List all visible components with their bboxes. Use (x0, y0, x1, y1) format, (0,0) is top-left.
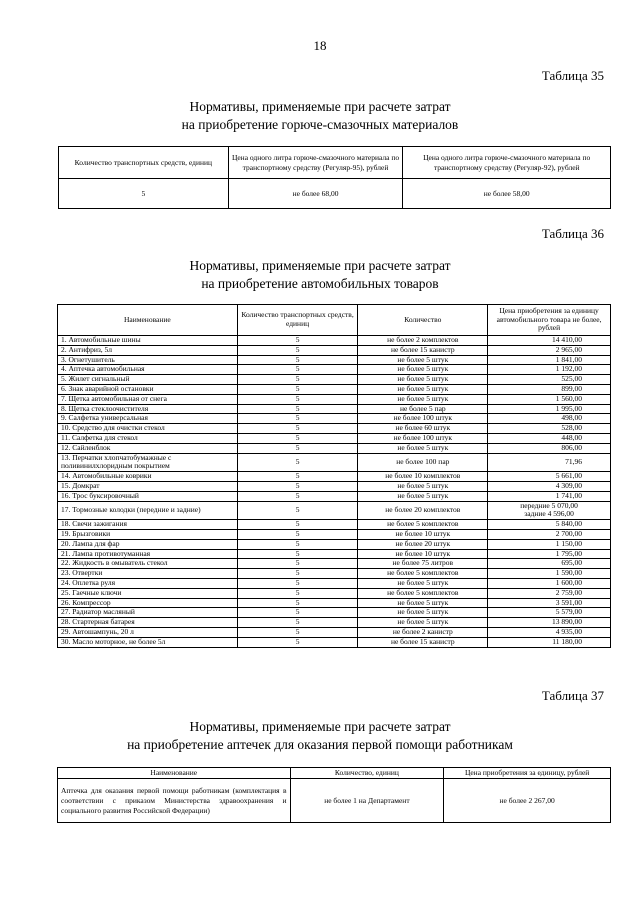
table-36-price-cell: 1 150,00 (488, 539, 611, 549)
table-36-row (58, 588, 611, 598)
table-36-header-cell: Количество транспортных средств, единиц (237, 305, 358, 336)
table-37-cell: не более 1 на Департамент (290, 779, 444, 823)
table-36-row (58, 637, 611, 647)
table-36-cell: 5 (237, 404, 358, 414)
table-36-cell: не более 15 канистр (358, 637, 488, 647)
table-36-cell: 9. Салфетка универсальная (58, 414, 238, 424)
table-36-cell: не более 5 комплектов (358, 520, 488, 530)
table-36-cell: 26. Компрессор (58, 598, 238, 608)
table-36-row (58, 520, 611, 530)
table-36-title-line1: Нормативы, применяемые при расчете затрат (189, 258, 451, 273)
table-36-cell: 5 (237, 443, 358, 453)
table-36-cell: не более 2 канистр (358, 627, 488, 637)
table-36-row (58, 365, 611, 375)
table-36-cell: 5 (237, 394, 358, 404)
table-36-cell: не более 5 штук (358, 365, 488, 375)
table-36-cell: 3. Огнетушитель (58, 355, 238, 365)
table-36-cell: не более 10 штук (358, 529, 488, 539)
table-36-cell: 5 (237, 549, 358, 559)
table-37-title-line1: Нормативы, применяемые при расчете затрат (189, 719, 451, 734)
table-36-title (40, 257, 600, 293)
table-36-row (58, 618, 611, 628)
table-36-row (58, 394, 611, 404)
table-36-cell: 5 (237, 598, 358, 608)
table-36-cell: 7. Щетка автомобильная от снега (58, 394, 238, 404)
table-36-cell: 19. Брызговики (58, 529, 238, 539)
table-36-cell: 5 (237, 539, 358, 549)
table-36-cell: 5 (237, 588, 358, 598)
table-36-cell: 5 (237, 336, 358, 346)
table-36-cell: 5 (237, 627, 358, 637)
table-36-cell: 14. Автомобильные коврики (58, 472, 238, 482)
table-36-row (58, 539, 611, 549)
table-36-cell: не более 2 комплектов (358, 336, 488, 346)
table-36-row (58, 491, 611, 501)
table-36-cell: 17. Тормозные колодки (передние и задние) (58, 501, 238, 520)
table-36-price-cell: 1 600,00 (488, 578, 611, 588)
table-36-price-cell: 1 995,00 (488, 404, 611, 414)
table-37-cell: Аптечка для оказания первой помощи работникам (комплектация в соответствии с приказом Министерства здравоохранения и социального развития Российской Федерации) (58, 779, 291, 823)
table-36-price-cell: 528,00 (488, 424, 611, 434)
table-36-cell: не более 5 комплектов (358, 588, 488, 598)
table-36-cell: 12. Сайленблок (58, 443, 238, 453)
table-36-price-cell: 5 661,00 (488, 472, 611, 482)
table-36-cell: 5 (237, 414, 358, 424)
table-36-price-cell: 1 192,00 (488, 365, 611, 375)
table-36 (57, 304, 611, 648)
table-36-cell: не более 60 штук (358, 424, 488, 434)
table-36-cell: 5 (237, 424, 358, 434)
table-36-row (58, 569, 611, 579)
table-36-row (58, 443, 611, 453)
table-36-price-cell: 498,00 (488, 414, 611, 424)
table-36-title-line2: на приобретение автомобильных товаров (201, 276, 439, 291)
table-36-row (58, 481, 611, 491)
table-36-price-cell: 525,00 (488, 375, 611, 385)
table-36-price-cell: 71,96 (488, 453, 611, 472)
table-37 (57, 767, 611, 823)
table-35-title-line2: на приобретение горюче-смазочных материалов (181, 117, 459, 132)
table-36-row (58, 627, 611, 637)
table-36-price-cell: 13 890,00 (488, 618, 611, 628)
table-36-cell: 28. Стартерная батарея (58, 618, 238, 628)
table-36-cell: 30. Масло моторное, не более 5л (58, 637, 238, 647)
table-36-cell: 8. Щетка стеклоочистителя (58, 404, 238, 414)
table-36-cell: не более 10 штук (358, 549, 488, 559)
table-36-cell: 5 (237, 578, 358, 588)
table-36-price-cell: 695,00 (488, 559, 611, 569)
table-35-cell: 5 (59, 179, 229, 209)
table-36-row (58, 336, 611, 346)
table-36-cell: не более 15 канистр (358, 345, 488, 355)
table-36-cell: 23. Отвертки (58, 569, 238, 579)
table-36-cell: 5. Жилет сигнальный (58, 375, 238, 385)
table-36-cell: 5 (237, 501, 358, 520)
table-36-row (58, 424, 611, 434)
table-36-cell: не более 5 штук (358, 598, 488, 608)
table-36-price-cell: 4 309,00 (488, 481, 611, 491)
table-36-price-cell: 1 560,00 (488, 394, 611, 404)
table-36-price-cell: 11 180,00 (488, 637, 611, 647)
table-36-cell: 4. Аптечка автомобильная (58, 365, 238, 375)
table-36-cell: не более 5 штук (358, 578, 488, 588)
table-36-cell: не более 75 литров (358, 559, 488, 569)
table-36-row (58, 608, 611, 618)
table-35-header-row (59, 147, 611, 179)
table-36-row (58, 578, 611, 588)
table-36-row (58, 472, 611, 482)
table-36-header-cell: Цена приобретения за единицу автомобильного товара не более, рублей (488, 305, 611, 336)
table-36-price-cell (488, 501, 611, 520)
table-37-header-row (58, 768, 611, 779)
table-36-cell: не более 100 пар (358, 453, 488, 472)
table-37-header-cell: Цена приобретения за единицу, рублей (444, 768, 611, 779)
table-36-cell: не более 5 штук (358, 608, 488, 618)
table-36-cell: 11. Салфетка для стекол (58, 433, 238, 443)
table-35-cell: не более 68,00 (228, 179, 403, 209)
table-36-cell: не более 20 комплектов (358, 501, 488, 520)
table-36-cell: не более 5 штук (358, 375, 488, 385)
table-37-label: Таблица 37 (541, 688, 604, 703)
table-36-cell: 5 (237, 355, 358, 365)
table-36-cell: 5 (237, 375, 358, 385)
table-36-cell: 13. Перчатки хлопчатобумажные с поливинилхлоридным покрытием (58, 453, 238, 472)
table-36-row (58, 433, 611, 443)
table-36-cell: 5 (237, 491, 358, 501)
table-36-cell: 5 (237, 529, 358, 539)
table-35 (58, 146, 611, 209)
table-36-price-cell: 3 591,00 (488, 598, 611, 608)
table-36-row (58, 375, 611, 385)
table-36-cell: 16. Трос буксировочный (58, 491, 238, 501)
table-36-row (58, 529, 611, 539)
table-36-row (58, 501, 611, 520)
page-number: 18 (313, 38, 327, 53)
table-36-cell: не более 5 штук (358, 491, 488, 501)
table-36-price-cell: 1 795,00 (488, 549, 611, 559)
table-37-title-line2: на приобретение аптечек для оказания первой помощи работникам (127, 737, 513, 752)
table-36-price-line: задние 4 596,00 (524, 509, 574, 519)
table-36-cell: не более 5 штук (358, 443, 488, 453)
table-36-cell: 5 (237, 472, 358, 482)
table-36-cell: 1. Автомобильные шины (58, 336, 238, 346)
table-36-body (58, 336, 611, 648)
table-36-cell: 15. Домкрат (58, 481, 238, 491)
table-36-cell: 5 (237, 637, 358, 647)
table-36-cell: не более 10 комплектов (358, 472, 488, 482)
table-36-cell: не более 5 штук (358, 384, 488, 394)
table-35-title-line1: Нормативы, применяемые при расчете затрат (189, 99, 451, 114)
table-36-cell: 5 (237, 608, 358, 618)
table-36-cell: 29. Автошампунь, 20 л (58, 627, 238, 637)
table-36-cell: не более 100 штук (358, 433, 488, 443)
table-36-row (58, 559, 611, 569)
table-35-header-cell: Цена одного литра горюче-смазочного материала по транспортному средству (Регуляр-95), рублей (228, 147, 403, 179)
table-36-header-cell: Количество (358, 305, 488, 336)
table-37-title (40, 718, 600, 754)
table-36-price-cell: 2 700,00 (488, 529, 611, 539)
table-36-cell: 21. Лампа противотуманная (58, 549, 238, 559)
table-36-cell: не более 5 пар (358, 404, 488, 414)
table-36-cell: 5 (237, 559, 358, 569)
table-36-cell: 5 (237, 433, 358, 443)
table-36-cell: 25. Гаечные ключи (58, 588, 238, 598)
table-36-cell: 18. Свечи зажигания (58, 520, 238, 530)
table-36-cell: 20. Лампа для фар (58, 539, 238, 549)
table-37-header-cell: Наименование (58, 768, 291, 779)
table-37-header-cell: Количество, единиц (290, 768, 444, 779)
table-36-price-cell: 806,00 (488, 443, 611, 453)
table-36-price-cell: 5 579,00 (488, 608, 611, 618)
table-36-row (58, 598, 611, 608)
table-36-price-line: передние 5 070,00 (520, 500, 578, 510)
table-36-cell: не более 5 штук (358, 481, 488, 491)
table-36-header-cell: Наименование (58, 305, 238, 336)
table-36-price-cell: 899,00 (488, 384, 611, 394)
table-36-row (58, 345, 611, 355)
table-36-cell: 24. Оплетка руля (58, 578, 238, 588)
table-36-cell: не более 20 штук (358, 539, 488, 549)
table-36-cell: 5 (237, 365, 358, 375)
table-36-price-cell: 2 965,00 (488, 345, 611, 355)
table-36-row (58, 384, 611, 394)
table-36-price-cell: 1 590,00 (488, 569, 611, 579)
table-36-cell: не более 5 штук (358, 355, 488, 365)
table-37-cell: не более 2 267,00 (444, 779, 611, 823)
table-36-price-cell: 1 741,00 (488, 491, 611, 501)
table-36-price-cell: 2 759,00 (488, 588, 611, 598)
table-36-price-cell: 1 841,00 (488, 355, 611, 365)
table-37-row (58, 779, 611, 823)
table-36-cell: не более 5 штук (358, 618, 488, 628)
table-36-header-row (58, 305, 611, 336)
table-36-cell: не более 5 штук (358, 394, 488, 404)
table-36-cell: 27. Радиатор масляный (58, 608, 238, 618)
table-36-cell: не более 100 штук (358, 414, 488, 424)
table-36-cell: не более 5 комплектов (358, 569, 488, 579)
table-36-cell: 5 (237, 481, 358, 491)
table-36-price-cell: 14 410,00 (488, 336, 611, 346)
table-36-row (58, 453, 611, 472)
table-36-cell: 5 (237, 384, 358, 394)
table-35-title (40, 98, 600, 134)
table-35-row (59, 179, 611, 209)
table-36-cell: 5 (237, 345, 358, 355)
table-36-cell: 5 (237, 453, 358, 472)
table-35-cell: не более 58,00 (403, 179, 611, 209)
table-36-label: Таблица 36 (541, 226, 604, 241)
table-36-price-cell: 448,00 (488, 433, 611, 443)
table-36-cell: 6. Знак аварийной остановки (58, 384, 238, 394)
table-35-header-cell: Цена одного литра горюче-смазочного материала по транспортному средству (Регуляр-92), рублей (403, 147, 611, 179)
table-36-cell: 22. Жидкость в омыватель стекол (58, 559, 238, 569)
table-36-cell: 5 (237, 520, 358, 530)
table-36-cell: 10. Средство для очистки стекол (58, 424, 238, 434)
table-35-header-cell: Количество транспортных средств, единиц (59, 147, 229, 179)
table-36-price-cell: 5 840,00 (488, 520, 611, 530)
table-36-cell: 2. Антифриз, 5л (58, 345, 238, 355)
table-35-label: Таблица 35 (541, 68, 604, 83)
table-36-cell: 5 (237, 618, 358, 628)
table-36-price-cell: 4 935,00 (488, 627, 611, 637)
table-36-cell: 5 (237, 569, 358, 579)
